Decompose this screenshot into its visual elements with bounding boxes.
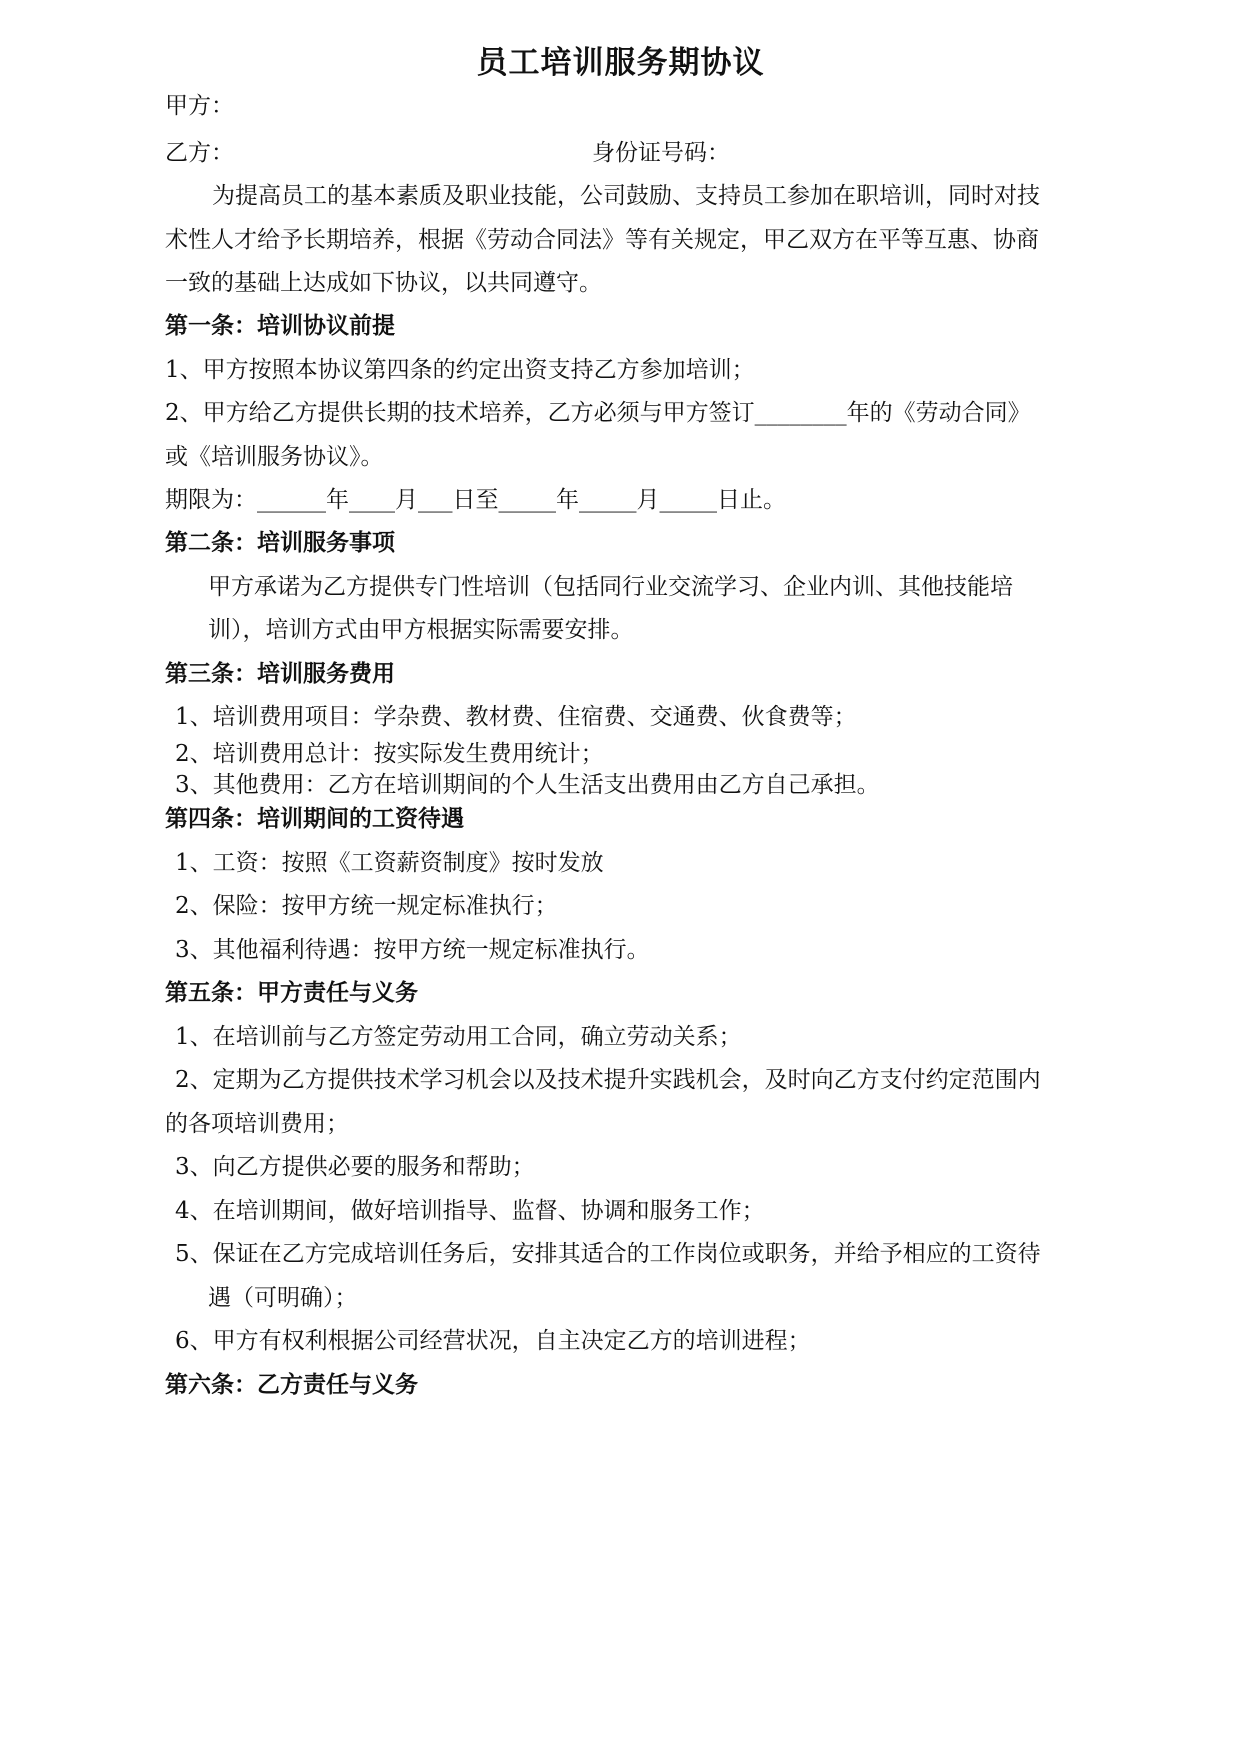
article5-line: 5、保证在乙方完成培训任务后，安排其适合的工作岗位或职务，并给予相应的工资待: [175, 1241, 1041, 1267]
article4-heading: 第四条：培训期间的工资待遇: [165, 806, 464, 832]
id-number-label: 身份证号码：: [592, 140, 730, 166]
article1-line: 1、甲方按照本协议第四条的约定出资支持乙方参加培训；: [165, 357, 755, 383]
article5-line: 1、在培训前与乙方签定劳动用工合同，确立劳动关系；: [175, 1024, 742, 1050]
intro-line: 为提高员工的基本素质及职业技能，公司鼓励、支持员工参加在职培训，同时对技: [212, 183, 1040, 209]
article5-heading: 第五条：甲方责任与义务: [165, 980, 418, 1006]
article4-line: 2、保险：按甲方统一规定标准执行；: [175, 893, 558, 919]
article1-line: 或《培训服务协议》。: [165, 444, 384, 470]
article5-line: 遇（可明确）；: [208, 1285, 358, 1311]
article1-term-line: 期限为：______年____月___日至_____年_____月_____日止。: [165, 487, 786, 513]
article3-line: 2、培训费用总计：按实际发生费用统计；: [175, 741, 604, 767]
article3-line: 3、其他费用：乙方在培训期间的个人生活支出费用由乙方自己承担。: [175, 772, 880, 798]
article2-line: 甲方承诺为乙方提供专门性培训（包括同行业交流学习、企业内训、其他技能培: [208, 574, 1013, 600]
article3-heading: 第三条：培训服务费用: [165, 661, 395, 687]
article5-line: 4、在培训期间，做好培训指导、监督、协调和服务工作；: [175, 1198, 765, 1224]
intro-line: 术性人才给予长期培养，根据《劳动合同法》等有关规定，甲乙双方在平等互惠、协商: [165, 227, 1039, 253]
article6-heading: 第六条：乙方责任与义务: [165, 1372, 418, 1398]
article3-line: 1、培训费用项目：学杂费、教材费、住宿费、交通费、伙食费等；: [175, 704, 857, 730]
party-a-label: 甲方：: [165, 93, 234, 119]
article2-line: 训），培训方式由甲方根据实际需要安排。: [208, 617, 634, 643]
article5-line: 的各项培训费用；: [165, 1111, 349, 1137]
article5-line: 6、甲方有权利根据公司经营状况，自主决定乙方的培训进程；: [175, 1328, 811, 1354]
article1-heading: 第一条：培训协议前提: [165, 313, 395, 339]
party-b-label: 乙方：: [165, 140, 234, 166]
intro-line: 一致的基础上达成如下协议，以共同遵守。: [165, 270, 602, 296]
article2-heading: 第二条：培训服务事项: [165, 530, 395, 556]
document-title: 员工培训服务期协议: [476, 45, 765, 81]
article4-line: 3、其他福利待遇：按甲方统一规定标准执行。: [175, 937, 650, 963]
article4-line: 1、工资：按照《工资薪资制度》按时发放: [175, 850, 604, 876]
article1-line: 2、甲方给乙方提供长期的技术培养，乙方必须与甲方签订________年的《劳动合同》: [165, 400, 1031, 426]
article5-line: 3、向乙方提供必要的服务和帮助；: [175, 1154, 535, 1180]
article5-line: 2、定期为乙方提供技术学习机会以及技术提升实践机会，及时向乙方支付约定范围内: [175, 1067, 1041, 1093]
